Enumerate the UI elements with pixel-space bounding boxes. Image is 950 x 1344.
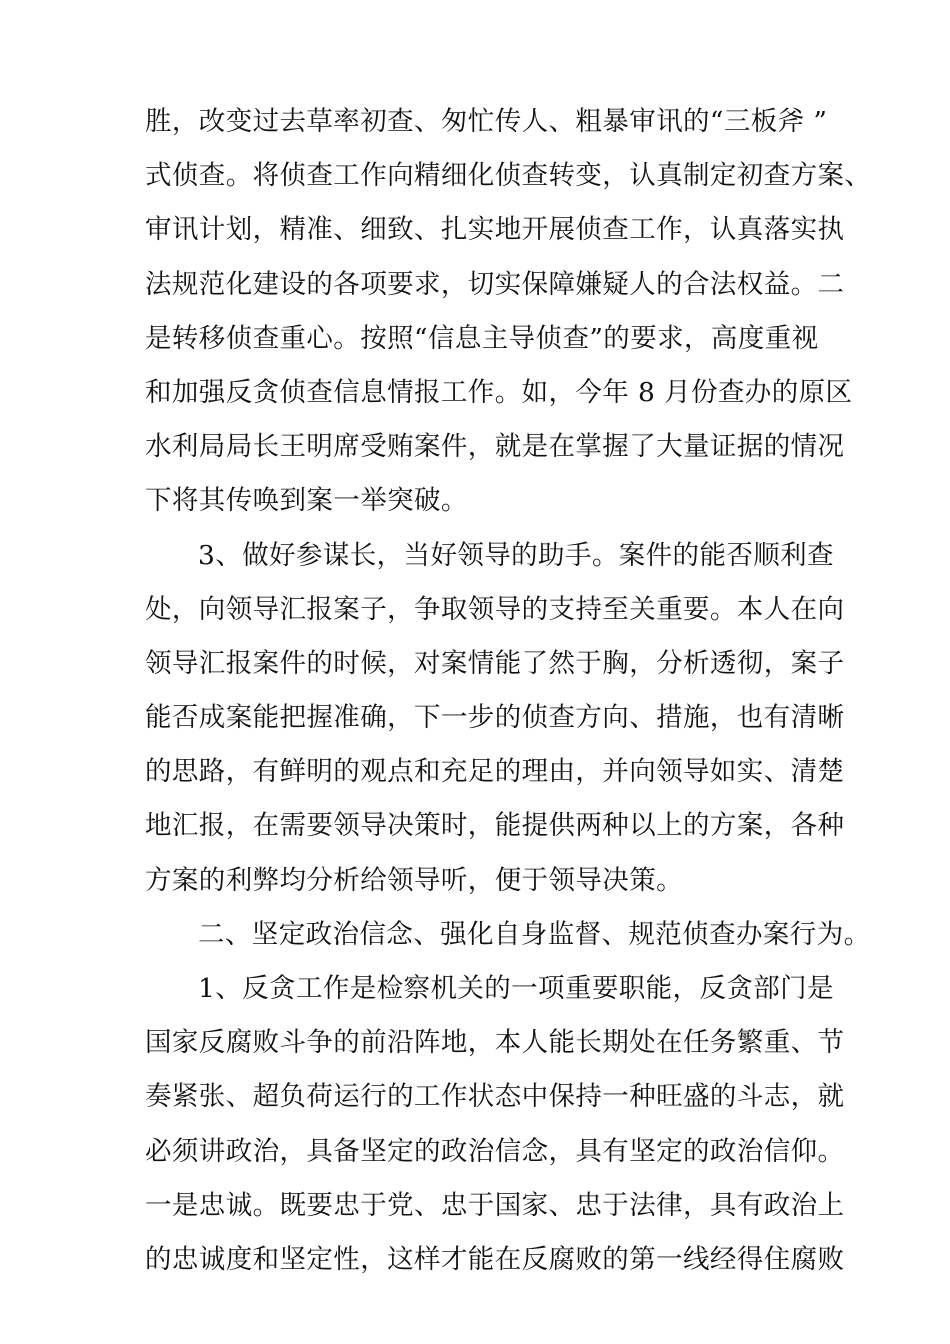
text-line: 和加强反贪侦查信息情报工作。如，今年 8 月份查办的原区	[145, 376, 853, 408]
text-line: 下将其传唤到案一举突破。	[145, 485, 468, 517]
text-line: 能否成案能把握准确，下一步的侦查方向、措施，也有清晰	[145, 702, 845, 734]
text-line: 一是忠诚。既要忠于党、忠于国家、忠于法律，具有政治上	[145, 1189, 845, 1221]
text-line: 的思路，有鲜明的观点和充足的理由，并向领导如实、清楚	[145, 756, 845, 788]
text-line: 国家反腐败斗争的前沿阵地，本人能长期处在任务繁重、节	[145, 1027, 845, 1059]
paragraph-start-line: 3、做好参谋长，当好领导的助手。案件的能否顺利查	[198, 539, 834, 571]
text-line: 水利局局长王明席受贿案件，就是在掌握了大量证据的情况	[145, 431, 845, 463]
paragraph-start-line: 1、反贪工作是检察机关的一项重要职能，反贪部门是	[198, 973, 834, 1004]
text-line: 处，向领导汇报案子，争取领导的支持至关重要。本人在向	[145, 593, 845, 625]
text-line: 审讯计划，精准、细致、扎实地开展侦查工作，认真落实执	[145, 214, 845, 246]
text-line: 法规范化建设的各项要求，切实保障嫌疑人的合法权益。二	[145, 268, 845, 300]
text-line: 的忠诚度和坚定性，这样才能在反腐败的第一线经得住腐败	[145, 1243, 845, 1275]
text-line: 式侦查。将侦查工作向精细化侦查转变，认真制定初查方案、	[145, 160, 872, 192]
text-line: 是转移侦查重心。按照“信息主导侦查”的要求，高度重视	[145, 322, 819, 354]
text-line: 领导汇报案件的时候，对案情能了然于胸，分析透彻，案子	[145, 647, 845, 679]
section-heading: 二、坚定政治信念、强化自身监督、规范侦查办案行为。	[198, 918, 871, 950]
text-line: 必须讲政治，具备坚定的政治信念，具有坚定的政治信仰。	[145, 1135, 845, 1167]
text-line: 方案的利弊均分析给领导听，便于领导决策。	[145, 864, 683, 896]
document-body	[145, 95, 872, 1287]
text-line: 地汇报，在需要领导决策时，能提供两种以上的方案，各种	[145, 810, 845, 842]
text-line: 奏紧张、超负荷运行的工作状态中保持一种旺盛的斗志，就	[145, 1081, 845, 1113]
text-line: 胜，改变过去草率初查、匆忙传人、粗暴审讯的“三板斧 ”	[145, 106, 828, 137]
